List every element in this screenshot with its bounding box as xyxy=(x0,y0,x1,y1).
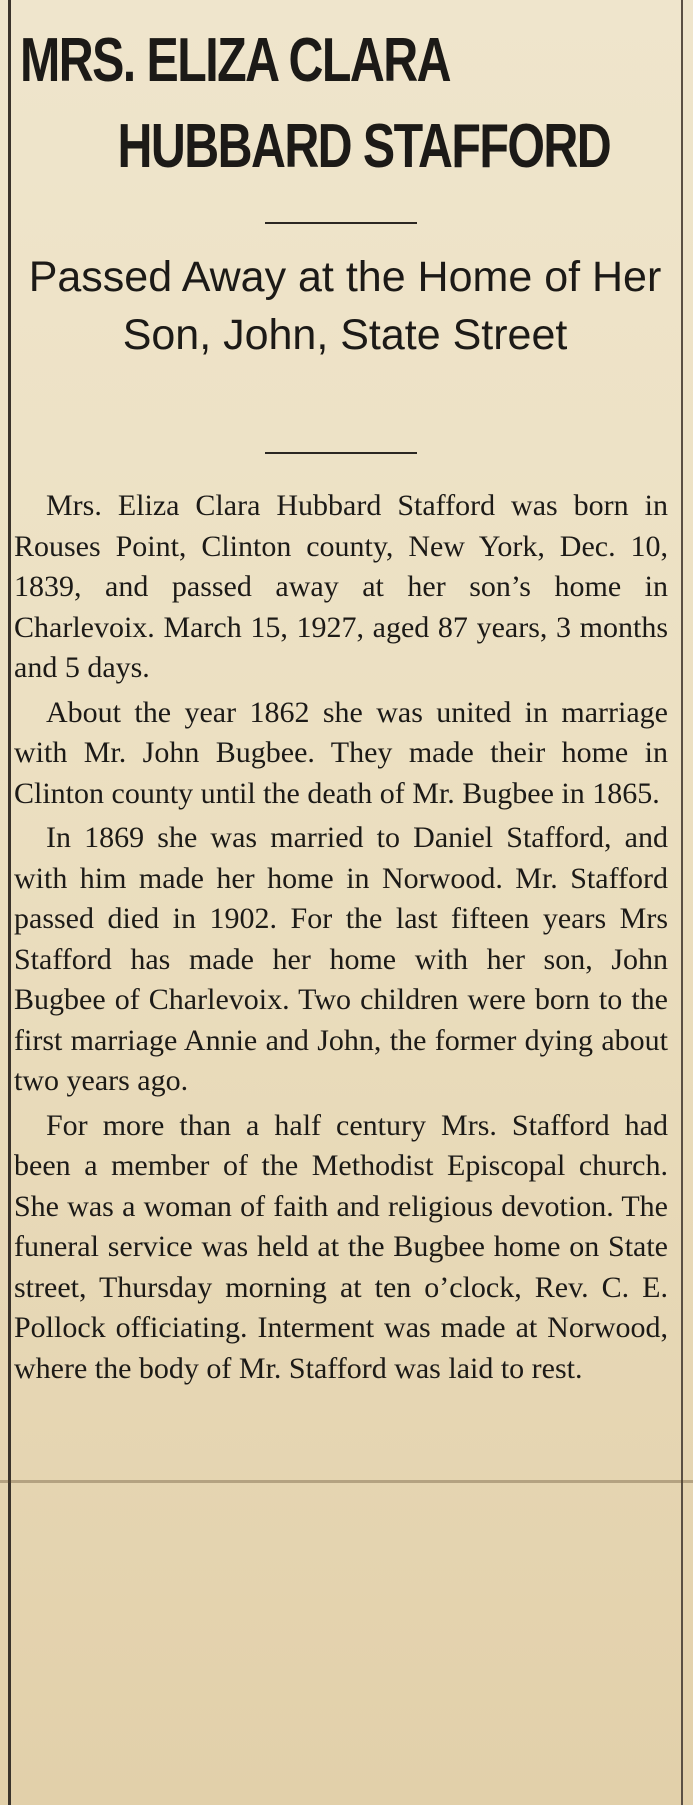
headline-line-1: MRS. ELIZA CLARA xyxy=(20,26,450,95)
paragraph: About the year 1862 she was united in marriage with Mr. John Bugbee. They made their home in Clinton county until the death of Mr. Bugbee in 1865. xyxy=(14,695,668,810)
paragraph: Mrs. Eliza Clara Hubbard Stafford was born in Rouses Point, Clinton county, New York, Dec. 10, 1839, and passed away at her son’s home in Charlevoix. March 15, 1927, aged 87 years, 3 months and 5 days. xyxy=(14,489,668,684)
paragraph: In 1869 she was married to Daniel Stafford, and with him made her home in Norwood. Mr. Stafford passed died in 1902. For the last fifteen years Mrs Stafford has made her home with her son, John Bugbee of Charlevoix. Two children were born to the first marriage Annie and John, the former dying about two years ago. xyxy=(14,821,668,1097)
paragraph: For more than a half century Mrs. Stafford had been a member of the Methodist Episcopal church. She was a woman of faith and religious devotion. The funeral service was held at the Bugbee home on State street, Thursday morning at ten o’clock, Rev. C. E. Pollock officiating. Interment was made at Norwood, where the body of Mr. Stafford was laid to rest. xyxy=(14,1108,668,1385)
headline xyxy=(20,18,611,190)
subheadline: Passed Away at the Home of Her Son, John, State Street xyxy=(28,253,662,359)
divider-rule-bottom xyxy=(265,452,417,454)
divider-rule-top xyxy=(265,222,417,224)
paper-fold-line xyxy=(0,1480,693,1483)
column-rule-left xyxy=(8,0,11,1805)
article-body xyxy=(14,486,668,1393)
headline-line-2: HUBBARD STAFFORD xyxy=(117,112,611,181)
column-rule-right xyxy=(681,0,683,1805)
